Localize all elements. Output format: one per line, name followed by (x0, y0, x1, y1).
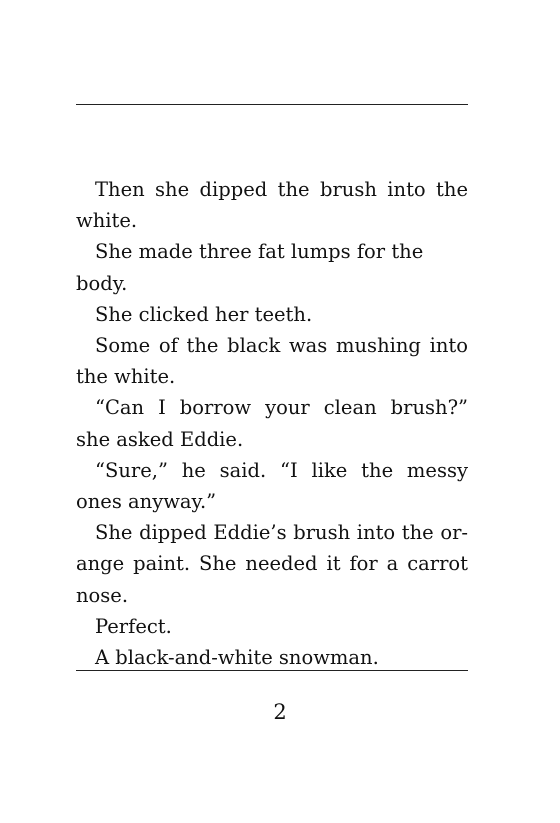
paragraph-5: “Can I borrow your clean brush?” she asked Eddie. (76, 396, 468, 451)
header-rule (76, 104, 468, 105)
paragraph-9: A black-and-white snowman. (95, 646, 379, 670)
paragraph-3: She clicked her teeth. (95, 302, 313, 326)
paragraph-4: Some of the black was mushing into the white. (76, 334, 468, 389)
paragraph-6: “Sure,” he said. “I like the messy ones anyway.” (76, 458, 468, 514)
paragraph-2: She made three fat lumps for the body. (76, 240, 424, 295)
page-number: 2 (273, 700, 287, 724)
paragraph-8: Perfect. (95, 614, 172, 638)
body-text (76, 174, 468, 673)
footer-rule (76, 670, 468, 671)
paragraph-7: She dipped Eddie’s brush into the or-ange paint. She needed it for a carrot nose. (76, 521, 468, 607)
paragraph-1: Then she dipped the brush into the white. (76, 178, 468, 233)
